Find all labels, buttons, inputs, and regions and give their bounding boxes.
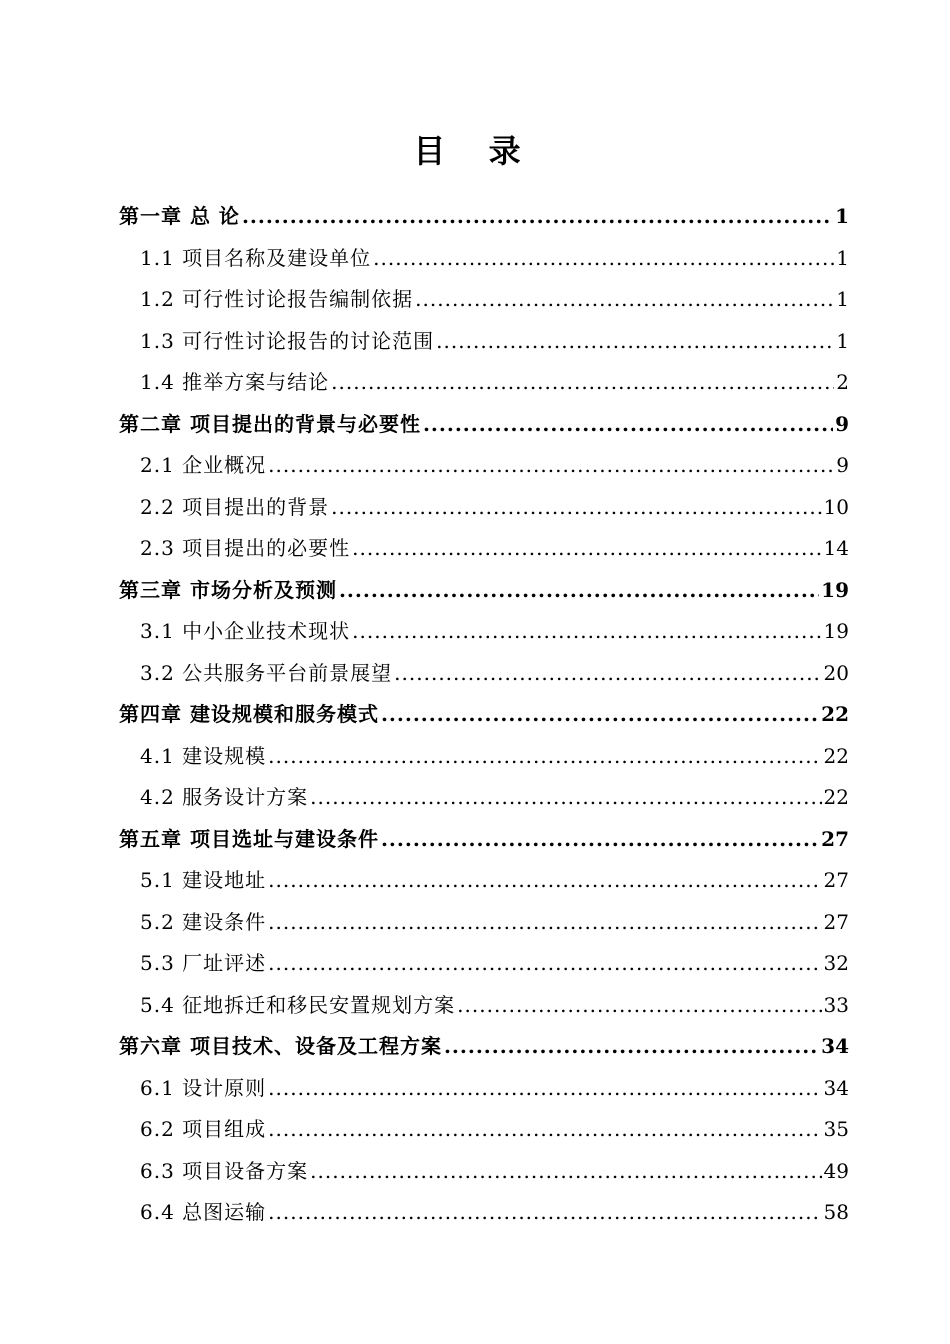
toc-dot-leader [423, 404, 833, 446]
toc-entry-label: 6.1 设计原则 [140, 1075, 267, 1100]
toc-section-entry[interactable] [0, 321, 950, 363]
toc-entry-label: 1.2 可行性讨论报告编制依据 [140, 287, 414, 311]
toc-page-number: 9 [836, 453, 849, 477]
toc-entry-label: 3.2 公共服务平台前景展望 [140, 660, 393, 685]
toc-entry-label: 2.1 企业概况 [140, 453, 267, 477]
toc-chapter-entry[interactable] [0, 196, 950, 238]
toc-dot-leader [268, 943, 821, 985]
toc-page-number: 14 [823, 536, 849, 560]
toc-page-number: 1 [836, 328, 849, 353]
toc-page-number: 35 [823, 1117, 849, 1141]
toc-dot-leader [436, 321, 834, 363]
toc-dot-leader [242, 196, 833, 238]
toc-section-entry[interactable] [0, 1151, 950, 1193]
toc-page-number: 34 [821, 1034, 849, 1058]
toc-dot-leader [268, 1192, 821, 1234]
toc-section-entry[interactable] [0, 1068, 950, 1110]
toc-chapter-entry[interactable] [0, 1026, 950, 1068]
toc-dot-leader [381, 819, 819, 861]
toc-entry-label: 6.3 项目设备方案 [140, 1158, 309, 1183]
toc-entry-label: 5.1 建设地址 [140, 868, 267, 892]
toc-section-entry[interactable] [0, 860, 950, 902]
toc-page-number: 49 [823, 1158, 849, 1183]
toc-dot-leader [310, 1151, 821, 1193]
toc-entry-label: 第三章 市场分析及预测 [119, 577, 337, 602]
toc-page-number: 20 [823, 660, 849, 685]
toc-section-entry[interactable] [0, 1109, 950, 1151]
toc-page-number: 22 [821, 702, 849, 726]
toc-dot-leader [268, 860, 821, 902]
toc-dot-leader [268, 445, 834, 487]
toc-page-number: 27 [821, 826, 849, 851]
toc-entry-label: 6.4 总图运输 [140, 1200, 267, 1224]
toc-dot-leader [268, 1068, 821, 1110]
toc-chapter-entry[interactable] [0, 819, 950, 861]
toc-section-entry[interactable] [0, 736, 950, 778]
toc-entry-label: 第二章 项目提出的背景与必要性 [119, 411, 421, 436]
toc-page-number: 10 [823, 494, 849, 519]
toc-dot-leader [339, 570, 819, 612]
toc-dot-leader [331, 487, 821, 529]
page-title: 目 录 [413, 132, 537, 171]
toc-page-number: 32 [823, 951, 849, 975]
toc-section-entry[interactable] [0, 238, 950, 280]
toc-dot-leader [310, 777, 821, 819]
toc-page-number: 1 [835, 204, 849, 228]
toc-section-entry[interactable] [0, 777, 950, 819]
toc-chapter-entry[interactable] [0, 570, 950, 612]
toc-page-number: 19 [821, 577, 849, 602]
toc-dot-leader [331, 362, 834, 404]
toc-dot-leader [381, 694, 819, 736]
toc-page-number: 27 [823, 868, 849, 892]
toc-entry-label: 第四章 建设规模和服务模式 [119, 702, 379, 726]
toc-entry-label: 5.2 建设条件 [140, 909, 267, 934]
toc-section-entry[interactable] [0, 902, 950, 944]
toc-dot-leader [457, 985, 821, 1027]
toc-dot-leader [268, 1109, 821, 1151]
toc-dot-leader [268, 902, 821, 944]
toc-page-number: 33 [823, 992, 849, 1017]
toc-dot-leader [352, 528, 821, 570]
toc-section-entry[interactable] [0, 362, 950, 404]
toc-entry-label: 4.1 建设规模 [140, 743, 267, 768]
toc-dot-leader [415, 279, 834, 321]
toc-page-number: 1 [836, 245, 849, 270]
toc-dot-leader [268, 736, 821, 778]
toc-page-number: 22 [823, 785, 849, 809]
toc-section-entry[interactable] [0, 528, 950, 570]
toc-section-entry[interactable] [0, 943, 950, 985]
toc-section-entry[interactable] [0, 445, 950, 487]
toc-page-number: 27 [823, 909, 849, 934]
toc-page-number: 9 [835, 411, 849, 436]
toc-chapter-entry[interactable] [0, 404, 950, 446]
toc-entry-label: 1.3 可行性讨论报告的讨论范围 [140, 328, 435, 353]
toc-dot-leader [352, 611, 821, 653]
toc-section-entry[interactable] [0, 279, 950, 321]
toc-entry-label: 6.2 项目组成 [140, 1117, 267, 1141]
toc-entry-label: 第一章 总 论 [119, 204, 240, 228]
toc-entry-label: 5.3 厂址评述 [140, 951, 267, 975]
toc-section-entry[interactable] [0, 1192, 950, 1234]
toc-entry-label: 1.4 推举方案与结论 [140, 370, 330, 394]
toc-dot-leader [394, 653, 821, 695]
toc-page-number: 19 [823, 619, 849, 643]
toc-entry-label: 5.4 征地拆迁和移民安置规划方案 [140, 992, 456, 1017]
toc-page-number: 34 [823, 1075, 849, 1100]
toc-entry-label: 4.2 服务设计方案 [140, 785, 309, 809]
toc-dot-leader [444, 1026, 819, 1068]
toc-entry-label: 第六章 项目技术、设备及工程方案 [119, 1034, 442, 1058]
toc-section-entry[interactable] [0, 653, 950, 695]
toc-entry-label: 2.2 项目提出的背景 [140, 494, 330, 519]
toc-entry-label: 2.3 项目提出的必要性 [140, 536, 351, 560]
toc-dot-leader [373, 238, 834, 280]
toc-page-number: 22 [823, 743, 849, 768]
toc-page-number: 2 [836, 370, 849, 394]
toc-chapter-entry[interactable] [0, 694, 950, 736]
toc-entry-label: 第五章 项目选址与建设条件 [119, 826, 379, 851]
toc-entry-label: 1.1 项目名称及建设单位 [140, 245, 372, 270]
toc-section-entry[interactable] [0, 985, 950, 1027]
table-of-contents [0, 196, 950, 1234]
toc-page-number: 1 [836, 287, 849, 311]
toc-section-entry[interactable] [0, 487, 950, 529]
toc-entry-label: 3.1 中小企业技术现状 [140, 619, 351, 643]
toc-section-entry[interactable] [0, 611, 950, 653]
toc-page-number: 58 [823, 1200, 849, 1224]
